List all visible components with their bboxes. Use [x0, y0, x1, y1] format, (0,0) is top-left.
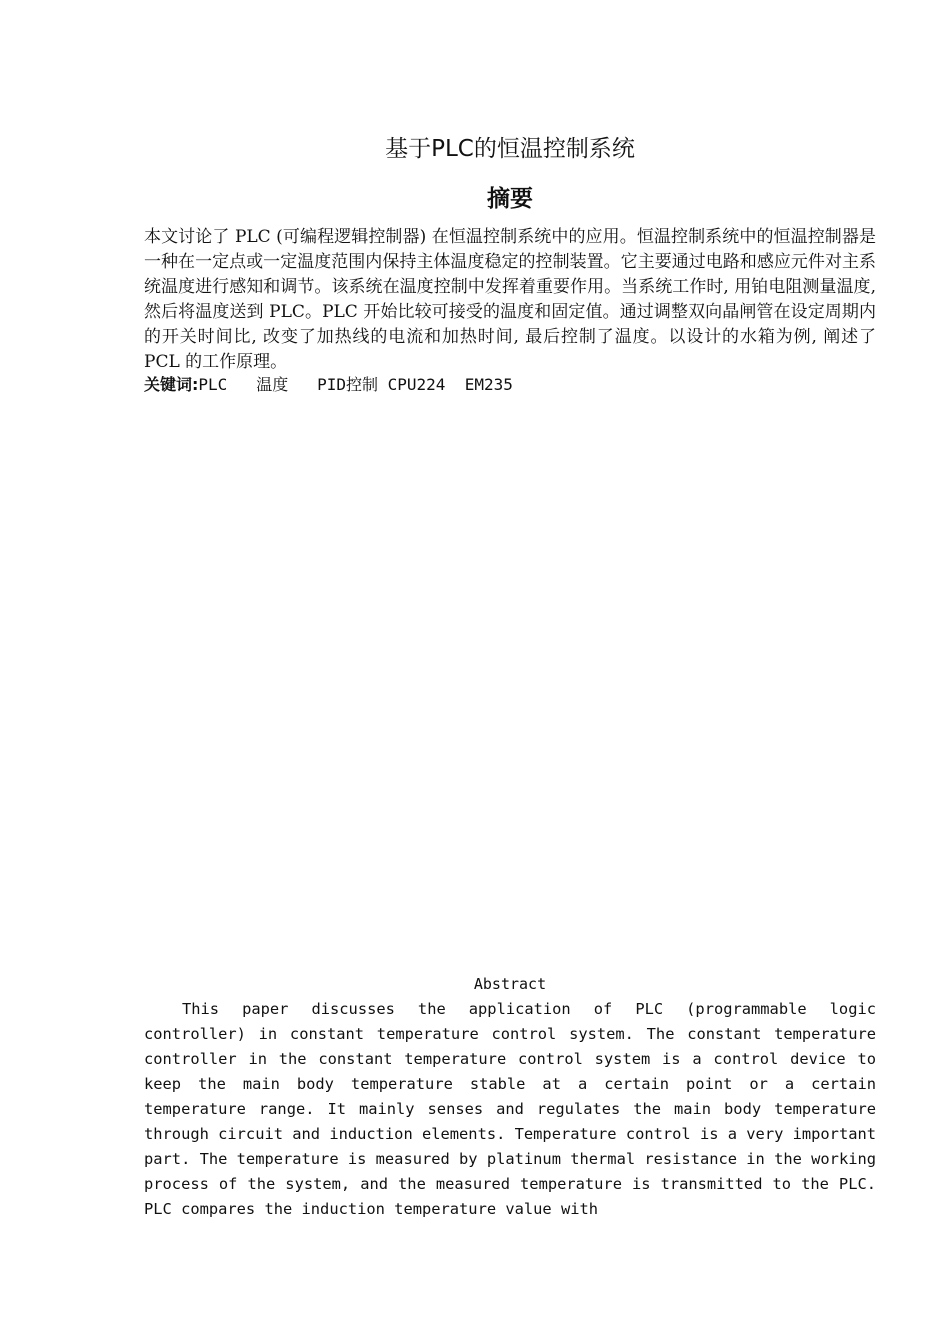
keywords-line: [144, 373, 876, 397]
keywords-text: PLC 温度 PID控制 CPU224 EM235: [198, 375, 513, 394]
keywords-label: 关键词:: [144, 375, 199, 394]
chinese-abstract-text: 本文讨论了 PLC (可编程逻辑控制器) 在恒温控制系统中的应用。恒温控制系统中的恒温控制器是一种在一定点或一定温度范围内保持主体温度稳定的控制装置。它主要通过电路和感应元件对主系统温度进行感知和调节。该系统在温度控制中发挥着重要作用。当系统工作时, 用铂电阻测量温度, 然后将温度送到 PLC。PLC 开始比较可接受的温度和固定值。通过调整双向晶闸管在设定周期内的开关时间比, 改变了加热线的电流和加热时间, 最后控制了温度。以设计的水箱为例, 阐述了 PCL 的工作原理。: [144, 227, 876, 372]
english-abstract-text: This paper discusses the application of PLC (programmable logic controller) in constant temperature control system. The constant temperature controller in the constant temperature control system is a control device to keep the main body temperature stable at a certain point or a certain temperature range. It mainly senses and regulates the main body temperature through circuit and induction elements. Temperature control is a very important part. The temperature is measured by platinum thermal resistance in the working process of the system, and the measured temperature is transmitted to the PLC. PLC compares the induction temperature value with: [144, 1000, 877, 1218]
document-title: 基于PLC的恒温控制系统: [385, 136, 635, 162]
english-abstract-heading: Abstract: [473, 975, 547, 993]
chinese-abstract-heading: 摘要: [487, 186, 533, 212]
